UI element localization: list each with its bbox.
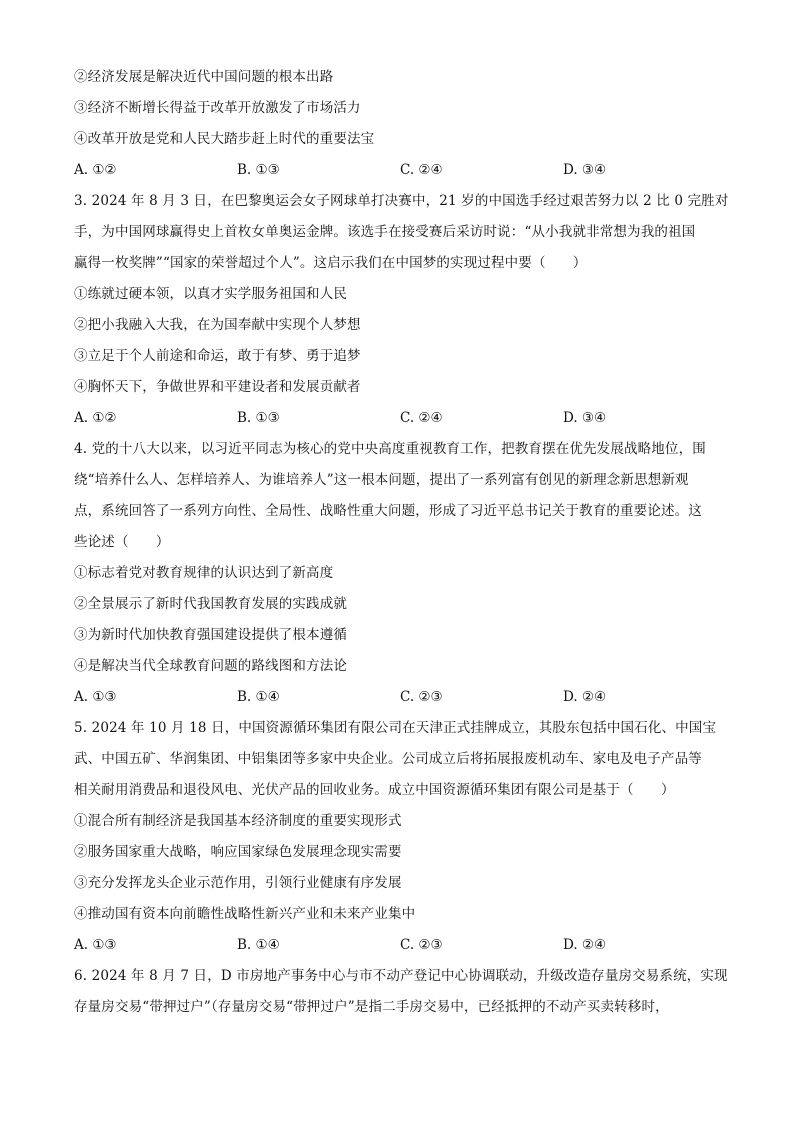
q5-item-2: ②服务国家重大战略，响应国家绿色发展理念现实需要 — [74, 844, 402, 860]
q4-option-d: D. ②④ — [563, 689, 607, 705]
q2-item-4: ④改革开放是党和人民大踏步赶上时代的重要法宝 — [74, 131, 375, 147]
q2-option-b: B. ①③ — [237, 162, 280, 178]
q5-options — [74, 930, 722, 961]
question-3 — [74, 186, 729, 434]
q5-option-b: B. ①④ — [237, 937, 280, 953]
q2-option-a: A. ①② — [74, 162, 117, 178]
q5-option-d: D. ②④ — [563, 937, 607, 953]
question-2 — [74, 62, 722, 186]
q2-item-2: ②经济发展是解决近代中国问题的根本出路 — [74, 69, 334, 85]
q3-option-a: A. ①② — [74, 410, 117, 426]
q3-option-d: D. ③④ — [563, 410, 607, 426]
q3-stem-line-3: 赢得一枚奖牌”“国家的荣誉超过个人”。这启示我们在中国梦的实现过程中要（ ） — [74, 255, 587, 271]
q4-option-a: A. ①③ — [74, 689, 117, 705]
exam-page — [74, 62, 729, 1023]
q5-item-3: ③充分发挥龙头企业示范作用，引领行业健康有序发展 — [74, 875, 402, 891]
q2-options — [74, 155, 722, 186]
q2-option-d: D. ③④ — [563, 162, 607, 178]
q5-stem-line-1: 5. 2024 年 10 月 18 日，中国资源循环集团有限公司在天津正式挂牌成立，其股东包括中国石化、中国宝 — [74, 720, 717, 736]
q3-option-c: C. ②④ — [400, 410, 443, 426]
q3-item-2: ②把小我融入大我，在为国奉献中实现个人梦想 — [74, 317, 361, 333]
question-4 — [74, 434, 722, 713]
q4-stem-line-1: 4. 党的十八大以来，以习近平同志为核心的党中央高度重视教育工作，把教育摆在优先发展战略地位，围 — [74, 441, 706, 457]
q4-option-b: B. ①④ — [237, 689, 280, 705]
q2-item-3: ③经济不断增长得益于改革开放激发了市场活力 — [74, 100, 361, 116]
q4-stem-line-2: 绕“培养什么人、怎样培养人、为谁培养人”这一根本问题，提出了一系列富有创见的新理念新思想新观 — [74, 472, 689, 488]
q5-item-4: ④推动国有资本向前瞻性战略性新兴产业和未来产业集中 — [74, 906, 416, 922]
q5-option-c: C. ②③ — [400, 937, 443, 953]
q3-option-b: B. ①③ — [237, 410, 280, 426]
q4-item-1: ①标志着党对教育规律的认识达到了新高度 — [74, 565, 334, 581]
q6-stem-line-1: 6. 2024 年 8 月 7 日，D 市房地产事务中心与市不动产登记中心协调联动，升级改造存量房交易系统，实现 — [74, 968, 728, 984]
question-5 — [74, 713, 722, 961]
q5-stem-line-2: 武、中国五矿、华润集团、中铝集团等多家中央企业。公司成立后将拓展报废机动车、家电及电子产品等 — [74, 751, 702, 767]
q4-stem-line-4: 些论述（ ） — [74, 534, 170, 550]
q3-item-1: ①练就过硬本领，以真才实学服务祖国和人民 — [74, 286, 347, 302]
q3-stem-line-1: 3. 2024 年 8 月 3 日，在巴黎奥运会女子网球单打决赛中，21 岁的中国选手经过艰苦努力以 2 比 0 完胜对 — [74, 193, 729, 209]
q3-stem-line-2: 手，为中国网球赢得史上首枚女单奥运金牌。该选手在接受赛后采访时说：“从小我就非常想为我的祖国 — [74, 224, 696, 240]
q6-stem-line-2: 存量房交易“带押过户”（存量房交易“带押过户”是指二手房交易中，已经抵押的不动产买卖转移时， — [74, 999, 669, 1015]
q4-item-4: ④是解决当代全球教育问题的路线图和方法论 — [74, 658, 347, 674]
q3-options — [74, 403, 722, 434]
q3-item-3: ③立足于个人前途和命运，敢于有梦、勇于追梦 — [74, 348, 361, 364]
q4-item-3: ③为新时代加快教育强国建设提供了根本遵循 — [74, 627, 347, 643]
q2-option-c: C. ②④ — [400, 162, 443, 178]
q5-stem-line-3: 相关耐用消费品和退役风电、光伏产品的回收业务。成立中国资源循环集团有限公司是基于（ ） — [74, 782, 675, 798]
q5-item-1: ①混合所有制经济是我国基本经济制度的重要实现形式 — [74, 813, 402, 829]
q4-option-c: C. ②③ — [400, 689, 443, 705]
q4-stem-line-3: 点，系统回答了一系列方向性、全局性、战略性重大问题，形成了习近平总书记关于教育的重要论述。这 — [74, 503, 702, 519]
question-6 — [74, 961, 728, 1023]
q5-option-a: A. ①③ — [74, 937, 117, 953]
q4-item-2: ②全景展示了新时代我国教育发展的实践成就 — [74, 596, 347, 612]
q4-options — [74, 682, 722, 713]
q3-item-4: ④胸怀天下，争做世界和平建设者和发展贡献者 — [74, 379, 361, 395]
